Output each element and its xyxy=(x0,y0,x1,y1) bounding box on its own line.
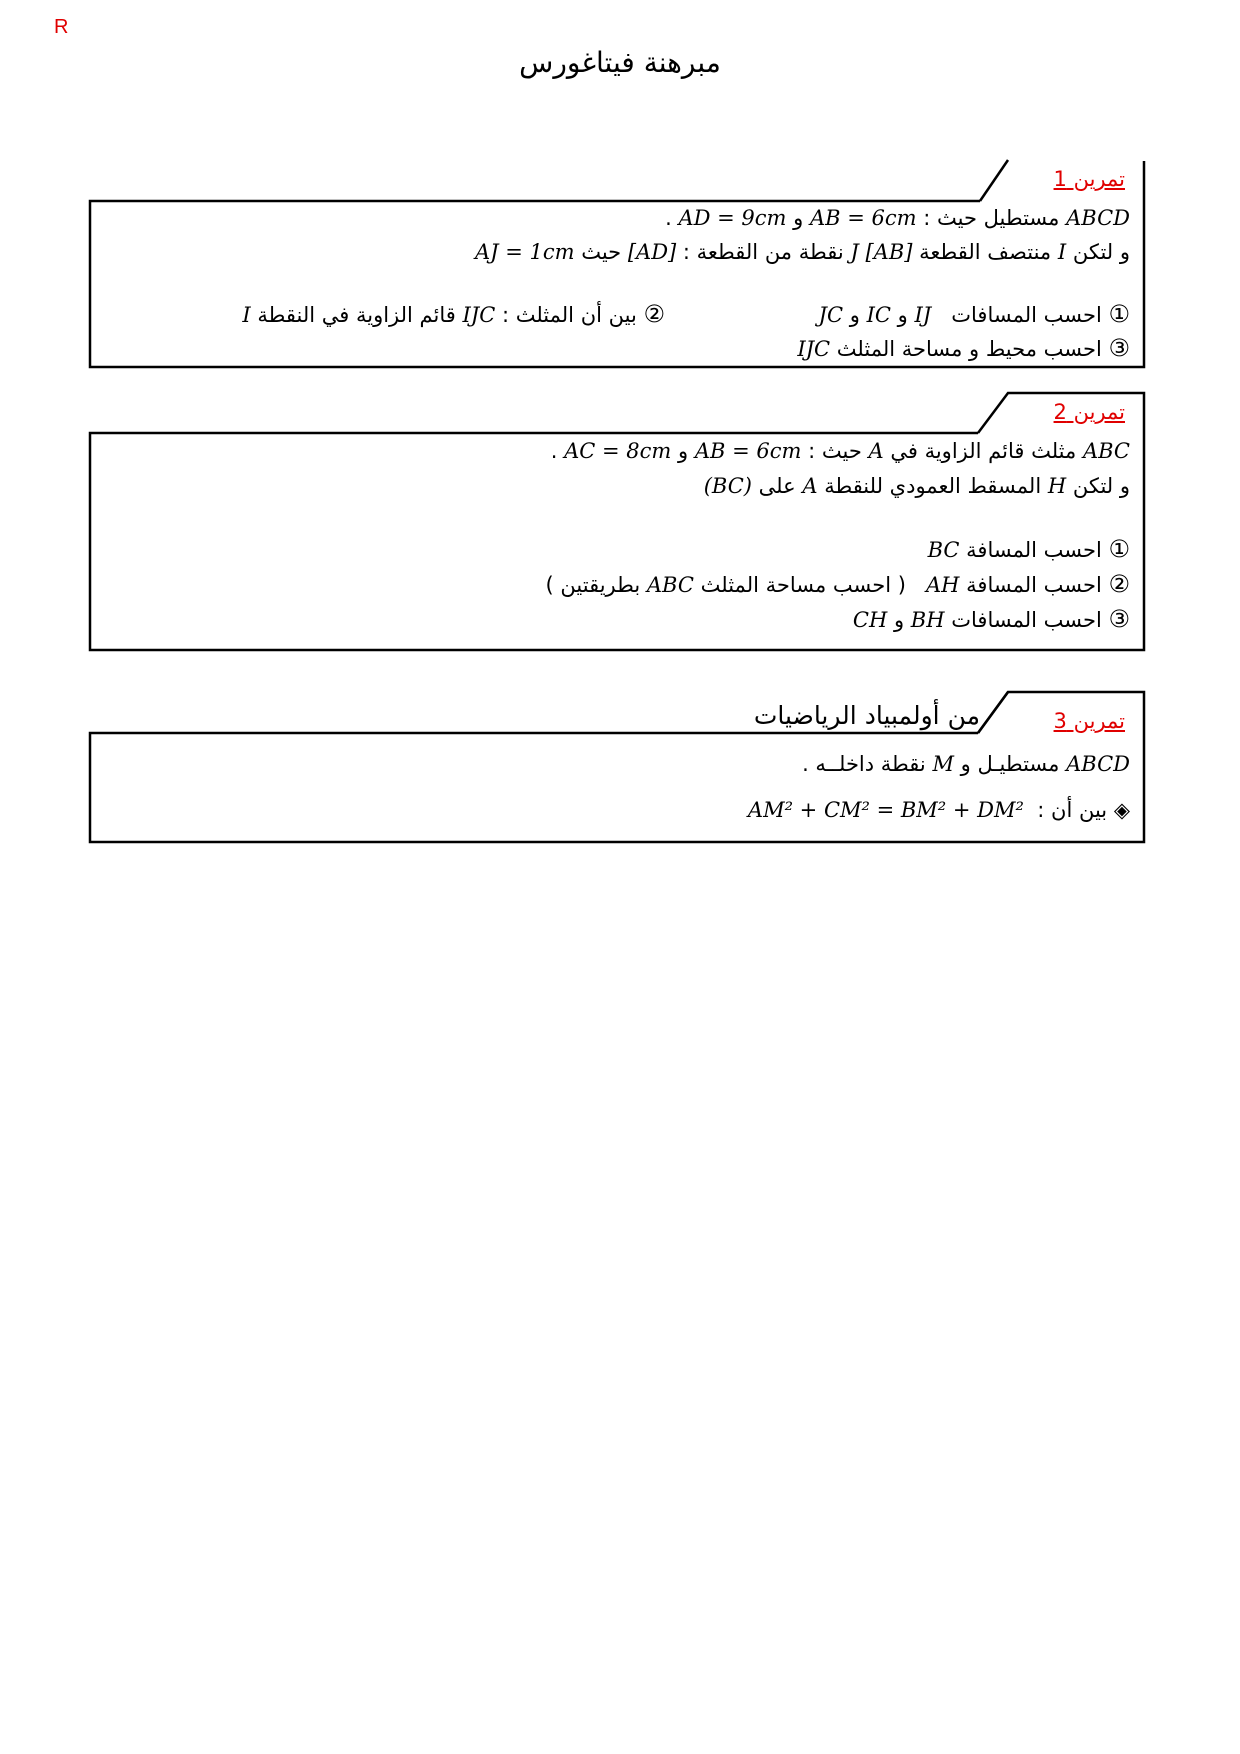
number-1-icon: ① xyxy=(1108,535,1130,563)
exercise-1-line-1: ABCD مستطيل حيث : AB = 6cm و AD = 9cm . xyxy=(665,206,1130,230)
exercise-3-subtitle: من أولمبياد الرياضيات xyxy=(753,701,980,730)
number-1-icon: ① xyxy=(1108,300,1130,328)
number-3-icon: ③ xyxy=(1108,334,1130,362)
length-aj: AJ = 1cm xyxy=(474,240,575,264)
number-3-icon: ③ xyxy=(1108,605,1130,633)
page-title: مبرهنة فيتاغورس xyxy=(519,46,721,79)
number-2-icon: ② xyxy=(643,300,665,328)
exercise-3-question: ◈ بين أن : AM² + CM² = BM² + DM² xyxy=(747,798,1130,822)
rectangle-abcd: ABCD xyxy=(1066,206,1130,230)
exercise-1-question-3: ③ احسب محيط و مساحة المثلث IJC xyxy=(797,334,1130,362)
exercise-3-tab-slash xyxy=(978,692,1008,733)
exercise-1-line-2: و لتكن I منتصف القطعة [AB] J نقطة من القطعة : [AD] حيث AJ = 1cm xyxy=(474,240,1130,264)
segment-ab: [AB] xyxy=(865,240,913,264)
length-ad: AD = 9cm xyxy=(678,206,787,230)
exercise-1-question-1: ① احسب المسافات IJ و IC و JC xyxy=(818,300,1130,328)
exercise-2-question-2: ② احسب المسافة AH ( احسب مساحة المثلث ABC بطريقتين ) xyxy=(545,570,1130,598)
exercise-2-label: تمرين 2 xyxy=(1053,400,1125,424)
segment-ad: [AD] xyxy=(627,240,677,264)
exercise-1-label: تمرين 1 xyxy=(1053,167,1125,191)
length-ab: AB = 6cm xyxy=(694,439,802,463)
exercise-2-question-1: ① احسب المسافة BC xyxy=(927,535,1130,563)
exercise-2-line-1: ABC مثلث قائم الزاوية في A حيث : AB = 6cm و AC = 8cm . xyxy=(550,439,1130,463)
exercise-3-label: تمرين 3 xyxy=(1053,709,1125,733)
length-ab: AB = 6cm xyxy=(809,206,917,230)
diamond-bullet-icon: ◈ xyxy=(1113,798,1130,822)
length-ac: AC = 8cm xyxy=(564,439,672,463)
exercise-2-question-3: ③ احسب المسافات BH و CH xyxy=(852,605,1130,633)
line-bc: (BC) xyxy=(703,474,752,498)
pythagoras-formula: AM² + CM² = BM² + DM² xyxy=(747,798,1024,822)
corner-mark: R xyxy=(54,16,69,38)
exercise-1-question-2: ② بين أن المثلث : IJC قائم الزاوية في النقطة I xyxy=(242,300,665,328)
exercise-1-tab-slash xyxy=(980,160,1008,201)
exercise-2-line-2: و لتكن H المسقط العمودي للنقطة A على (BC) xyxy=(703,474,1130,498)
exercise-3-line-1: ABCD مستطيـل و M نقطة داخلــه . xyxy=(802,752,1130,776)
number-2-icon: ② xyxy=(1108,570,1130,598)
